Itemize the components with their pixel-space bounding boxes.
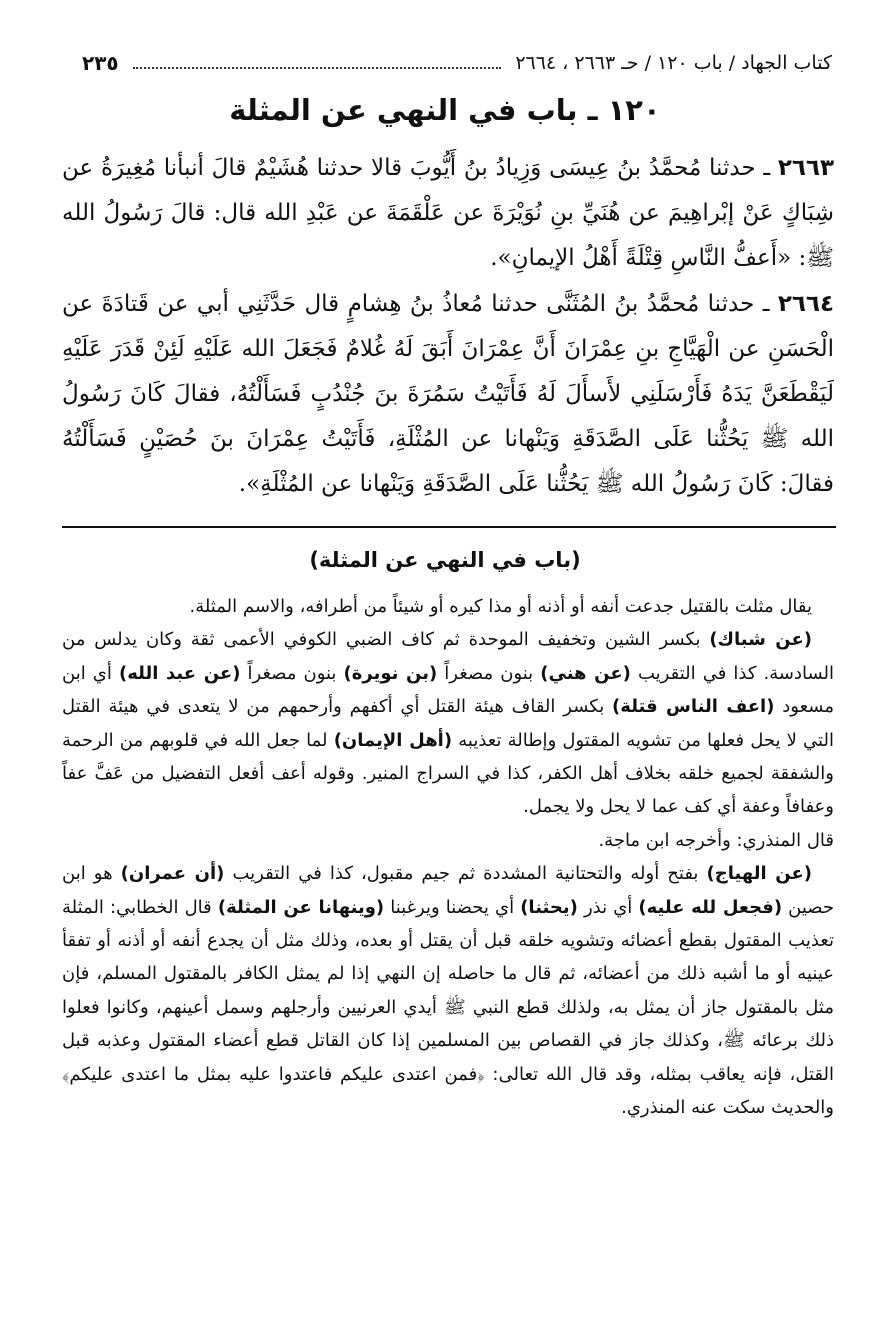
commentary-text: قال الخطابي: المثلة تعذيب المقتول بقطع أعضائه وتشويه خلقه قبل أن يقتل أو بعده، وذلك مثل أن يجدع أنفه أو أذنه أو تفقأ عينيه أو ما أشبه ذلك من أعضائه، ثم قال ما حاصله إن النهي إذا لم يمثل الكافر بالمقتول المسلم، فإن مثل بالمقتول جاز أن يمثل به، ولذلك قطع النبي ﷺ أيدي العرنيين وأرجلهم وسمل أعينهم، وكانوا فعلوا ذلك برعائه ﷺ، وكذلك جاز في القصاص بين المسلمين إذا كان القاتل قطع أعضاء المقتول وعذبه قبل القتل، فإنه يعاقب بمثله، وقد قال الله تعالى: ﴿فمن اعتدى عليكم فاعتدوا عليه بمثل ما اعتدى عليكم﴾ والحديث سكت عنه المنذري. (62, 896, 834, 1119)
commentary-paragraph: يقال مثلت بالقتيل جدعت أنفه أو أذنه أو مذا كيره أو شيئاً من أطرافه، والاسم المثلة. (189, 596, 812, 617)
commentary-body (62, 590, 834, 1125)
commentary-text: بنون مصغراً (437, 662, 541, 684)
bold-term: (عن عبد الله) (118, 662, 241, 684)
bold-term: (عن هني) (540, 662, 631, 684)
bold-term: (فجعل لله عليه) (638, 896, 783, 918)
commentary-paragraph (62, 623, 834, 823)
bold-term: (أهل الإيمان) (333, 729, 453, 751)
commentary-paragraph: قال المنذري: وأخرجه ابن ماجة. (598, 829, 834, 851)
chapter-title: ١٢٠ ـ باب في النهي عن المثلة (229, 93, 661, 127)
commentary-text: بكسر القاف هيئة القتل أي أكفهم وأرحمهم من لا يتعدى في هيئة القتل التي لا يحل فعلها من تشويه المقتول وإطالة تعذيبه (62, 696, 834, 751)
bold-term: (عن شباك) (709, 629, 812, 651)
hadith-number: ٢٦٦٣ (777, 155, 834, 181)
bold-term: (يحثنا) (520, 896, 578, 918)
header-dot-leader (133, 57, 502, 69)
hadith-text: ـ حدثنا مُحمَّدُ بنُ المُثَنَّى حدثنا مُعاذُ بنُ هِشامٍ قال حَدَّثَنِي أبي عن قَتادَةَ عن الْحَسَنِ عن الْهَيَّاجِ بنِ عِمْرَانَ أَنَّ عِمْرَانَ أَبَقَ لَهُ غُلامٌ فَجَعَلَ الله عَلَيْهِ لَئِنْ قَدَرَ عَلَيْهِ لَيَقْطَعَنَّ يَدَهُ فَأَرْسَلَنِي لأَسأَلَ لَهُ فَأَتَيْتُ سَمُرَةَ بنَ جُنْدُبٍ فَسَأَلْتُهُ، فقالَ كَانَ رَسُولُ الله ﷺ يَحُثُّنا عَلَى الصَّدَقَةِ وَيَنْهانا عن المُثْلَةِ، فَأَتَيْتُ عِمْرَانَ بنَ حُصَيْنٍ فَسَأَلْتُهُ فقالَ: كَانَ رَسُولُ الله ﷺ يَحُثُّنا عَلَى الصَّدَقَةِ وَيَنْهانا عن المُثْلَةِ». (62, 291, 834, 497)
bold-term: (أن عمران) (120, 863, 225, 885)
commentary-text: أي نذر (577, 896, 639, 918)
section-divider (62, 526, 836, 528)
bold-term: (عن الهياج) (706, 863, 812, 885)
running-title: كتاب الجهاد / باب ١٢٠ / حـ ٢٦٦٣ ، ٢٦٦٤ (515, 52, 832, 74)
commentary-text: بكسر الشين وتخفيف الموحدة ثم كاف الضبي الكوفي الأعمى ثقة وكان يدلس من السادسة. كذا في التقريب (62, 629, 834, 684)
commentary-text: بفتح أوله والتحتانية المشددة ثم جيم مقبول، كذا في التقريب (224, 863, 707, 885)
running-header (82, 48, 832, 78)
bold-term: (وينهانا عن المثلة) (217, 896, 385, 918)
bold-term: (اعف الناس قتلة) (612, 696, 775, 718)
hadith-2664 (62, 282, 834, 507)
hadith-number: ٢٦٦٤ (777, 291, 834, 317)
commentary-text: أي يحضنا ويرغبنا (384, 896, 521, 918)
commentary-paragraph (62, 857, 834, 1124)
commentary-text: أي ابن مسعود (62, 662, 834, 718)
page-number: ٢٣٥ (82, 51, 119, 75)
hadith-text: ـ حدثنا مُحمَّدُ بنُ عِيسَى وَزِيادُ بنُ أَيُّوبَ قالا حدثنا هُشَيْمٌ قالَ أنبأنا مُغِيرَةُ عن شِبَاكٍ عَنْ إبْراهِيمَ عن هُنَيِّ بنِ نُوَيْرَةَ عن عَلْقَمَةَ عن عَبْدِ الله قال: قالَ رَسُولُ الله ﷺ: «أَعفُّ النَّاسِ قِتْلَةً أَهْلُ الإيمانِ». (62, 155, 834, 271)
bold-term: (بن نويرة) (343, 662, 438, 684)
commentary-text: بنون مصغراً (240, 662, 344, 684)
hadith-2663 (62, 146, 834, 281)
commentary-title: (باب في النهي عن المثلة) (309, 548, 581, 572)
commentary-text: هو ابن حصين (62, 863, 835, 918)
commentary-text: لما جعل الله في قلوبهم من الرحمة والشفقة لجميع خلقه بخلاف أهل الكفر، كذا في السراج المنير. وقوله أعف أفعل التفضيل من عَفَّ عفاً وعفافاً وعفة أي كف عما لا يحل ولا يجمل. (62, 729, 834, 818)
